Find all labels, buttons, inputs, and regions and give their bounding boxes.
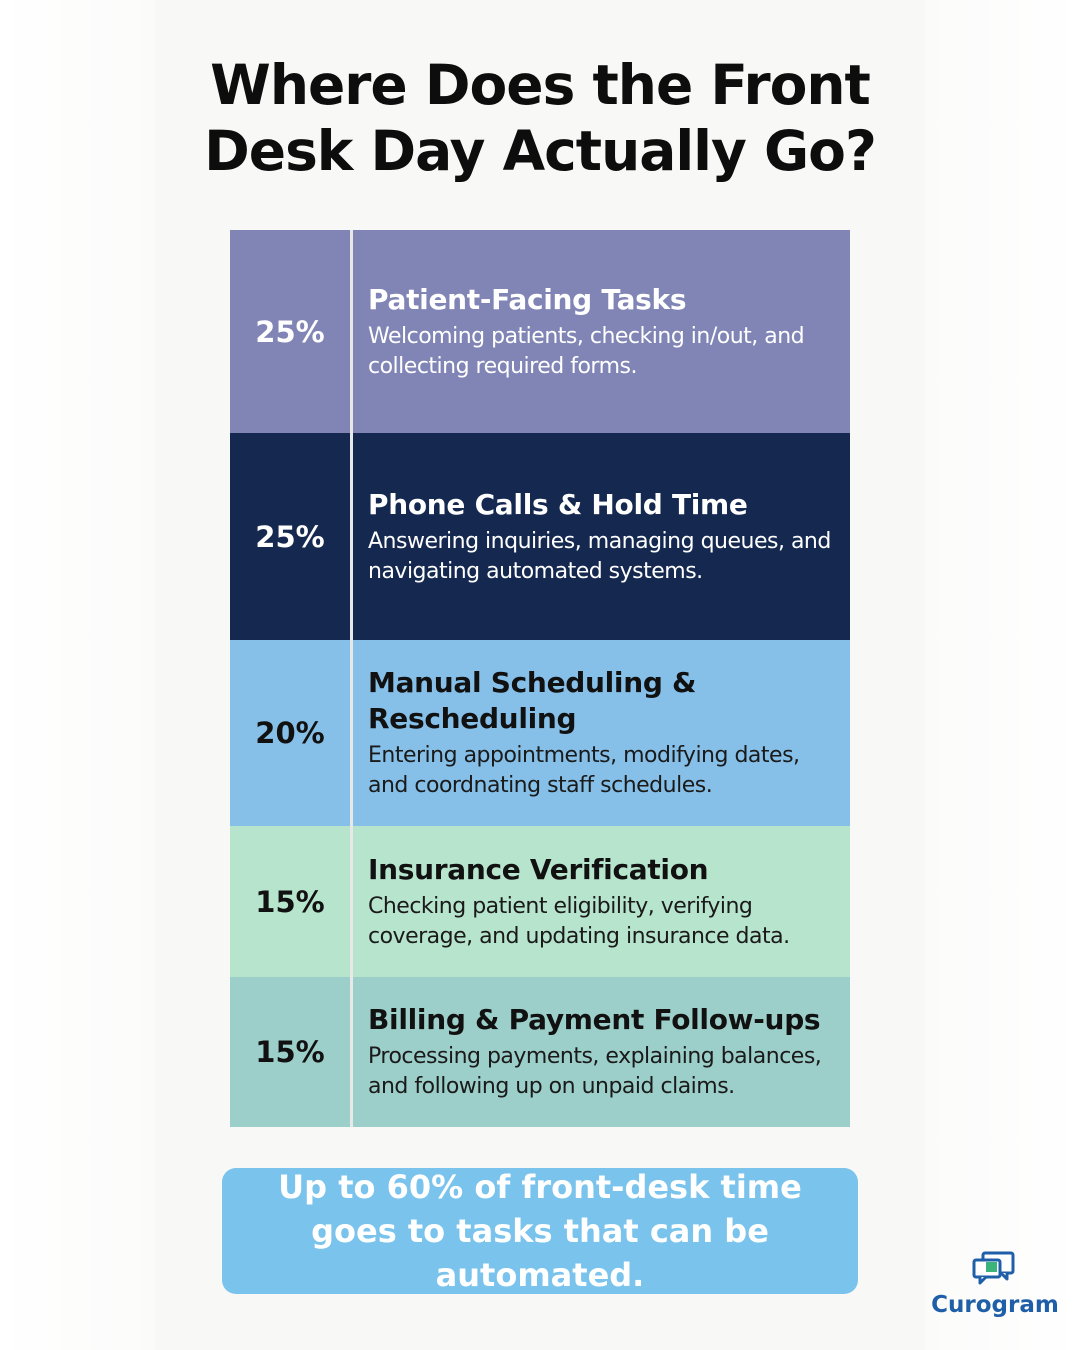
row-description: Entering appointments, modifying dates, and coordnating staff schedules. — [368, 743, 800, 798]
row-percent: 15% — [255, 1035, 325, 1069]
row-description: Processing payments, explaining balances, and following up on unpaid claims. — [368, 1044, 822, 1099]
row-title: Insurance Verification — [368, 852, 709, 886]
row-title: Phone Calls & Hold Time — [368, 487, 748, 521]
background-right — [925, 0, 1080, 1350]
row-description: Checking patient eligibility, verifying coverage, and updating insurance data. — [368, 893, 790, 949]
row-percent: 25% — [255, 519, 325, 554]
table-row — [230, 640, 850, 826]
row-description: Welcoming patients, checking in/out, and collecting required forms. — [368, 323, 805, 379]
row-percent: 15% — [255, 884, 325, 919]
row-title: Billing & Payment Follow-ups — [368, 1003, 821, 1036]
row-content — [368, 977, 838, 1127]
row-percent: 25% — [255, 314, 325, 349]
column-divider — [350, 230, 353, 1127]
table-row — [230, 230, 850, 433]
table-row — [230, 977, 850, 1127]
row-percent: 20% — [255, 716, 325, 750]
time-breakdown-table — [230, 230, 850, 1127]
table-row — [230, 433, 850, 640]
table-row — [230, 826, 850, 977]
row-content — [368, 826, 838, 977]
chat-bubbles-icon — [971, 1250, 1019, 1286]
row-content — [368, 640, 838, 826]
row-title: Manual Scheduling & Rescheduling — [368, 666, 697, 735]
automation-callout — [222, 1168, 858, 1294]
brand-logo — [925, 1250, 1065, 1318]
brand-name: Curogram — [931, 1292, 1059, 1318]
row-content — [368, 433, 838, 640]
row-description: Answering inquiries, managing queues, and navigating automated systems. — [368, 528, 831, 584]
page-title: Where Does the Front Desk Day Actually Go? — [204, 53, 876, 183]
callout-text: Up to 60% of front-desk time goes to tasks that can be automated. — [278, 1168, 802, 1294]
row-content — [368, 230, 838, 433]
background-left — [0, 0, 155, 1350]
row-title: Patient-Facing Tasks — [368, 282, 687, 316]
